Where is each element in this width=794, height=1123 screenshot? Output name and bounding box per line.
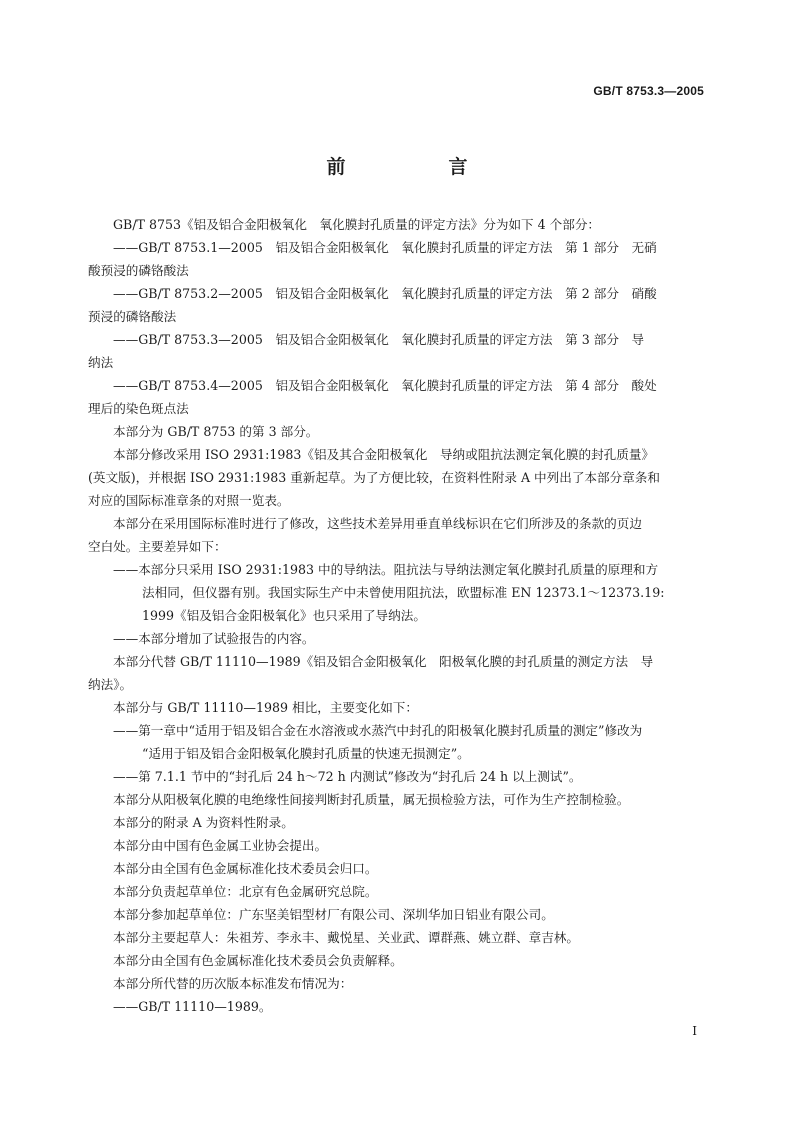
text-line: 本部分由中国有色金属工业协会提出。 <box>113 838 328 853</box>
text-line: ——GB/T 11110—1989。 <box>113 999 272 1014</box>
text-line: 本部分在采用国际标准时进行了修改，这些技术差异用垂直单线标识在它们所涉及的条款的页边 <box>113 516 642 531</box>
text-line: 理后的染色斑点法 <box>88 401 189 416</box>
text-line: ——第一章中“适用于铝及铝合金在水溶液或水蒸汽中封孔的阳极氧化膜封孔质量的测定”修改为 <box>113 723 643 738</box>
text-line: 本部分负责起草单位：北京有色金属研究总院。 <box>113 884 378 899</box>
text-line: 空白处。主要差异如下： <box>88 539 227 554</box>
text-line: 纳法 <box>88 355 114 370</box>
text-line: 预浸的磷铬酸法 <box>88 309 177 324</box>
page-number: I <box>692 1024 697 1038</box>
text-line: 纳法》。 <box>88 677 133 692</box>
text-line: 本部分所代替的历次版本标准发布情况为： <box>113 976 353 991</box>
text-line: 本部分由全国有色金属标准化技术委员会归口。 <box>113 861 378 876</box>
text-line: ——GB/T 8753.3—2005 铝及铝合金阳极氧化 氧化膜封孔质量的评定方法 第 3 部分 导 <box>113 332 645 347</box>
text-line: ——第 7.1.1 节中的“封孔后 24 h～72 h 内测试”修改为“封孔后 24 h 以上测试”。 <box>113 769 582 784</box>
text-line: 法相同，但仪器有别。我国实际生产中未曾使用阻抗法，欧盟标准 EN 12373.1～12373.19: <box>142 585 665 600</box>
text-line: 本部分修改采用 ISO 2931:1983《铝及其合金阳极氧化 导纳或阻抗法测定氧化膜的封孔质量》 <box>113 447 655 462</box>
text-line: “适用于铝及铝合金阳极氧化膜封孔质量的快速无损测定”。 <box>142 746 470 761</box>
text-line: 本部分为 GB/T 8753 的第 3 部分。 <box>113 424 319 439</box>
text-line: ——GB/T 8753.2—2005 铝及铝合金阳极氧化 氧化膜封孔质量的评定方法 第 2 部分 硝酸 <box>113 286 657 301</box>
text-line: ——本部分只采用 ISO 2931:1983 中的导纳法。阻抗法与导纳法测定氧化膜封孔质量的原理和方 <box>113 562 659 577</box>
text-line: 本部分代替 GB/T 11110—1989《铝及铝合金阳极氧化 阳极氧化膜的封孔质量的测定方法 导 <box>113 654 654 669</box>
foreword-body <box>88 213 706 1018</box>
text-line: 本部分与 GB/T 11110—1989 相比，主要变化如下： <box>113 700 418 715</box>
text-line: 酸预浸的磷铬酸法 <box>88 263 189 278</box>
text-line: 1999《铝及铝合金阳极氧化》也只采用了导纳法。 <box>142 608 426 623</box>
text-line: (英文版)，并根据 ISO 2931:1983 重新起草。为了方便比较，在资料性附录 A 中列出了本部分章条和 <box>88 470 660 485</box>
text-line: GB/T 8753《铝及铝合金阳极氧化 氧化膜封孔质量的评定方法》分为如下 4 个部分： <box>113 217 601 232</box>
text-line: 本部分参加起草单位：广东坚美铝型材厂有限公司、深圳华加日铝业有限公司。 <box>113 907 554 922</box>
text-line: 对应的国际标准章条的对照一览表。 <box>88 493 290 508</box>
text-line: ——GB/T 8753.1—2005 铝及铝合金阳极氧化 氧化膜封孔质量的评定方法 第 1 部分 无硝 <box>113 240 657 255</box>
text-line: ——GB/T 8753.4—2005 铝及铝合金阳极氧化 氧化膜封孔质量的评定方法 第 4 部分 酸处 <box>113 378 657 393</box>
text-line: 本部分主要起草人：朱祖芳、李永丰、戴悦星、关业武、谭群燕、姚立群、章吉林。 <box>113 930 579 945</box>
text-line: 本部分从阳极氧化膜的电绝缘性间接判断封孔质量，属无损检验方法，可作为生产控制检验。 <box>113 792 630 807</box>
standard-code: GB/T 8753.3—2005 <box>593 84 704 98</box>
text-line: 本部分由全国有色金属标准化技术委员会负责解释。 <box>113 953 403 968</box>
page-title: 前 言 <box>326 156 510 178</box>
text-line: ——本部分增加了试验报告的内容。 <box>113 631 315 646</box>
text-line: 本部分的附录 A 为资料性附录。 <box>113 815 294 830</box>
